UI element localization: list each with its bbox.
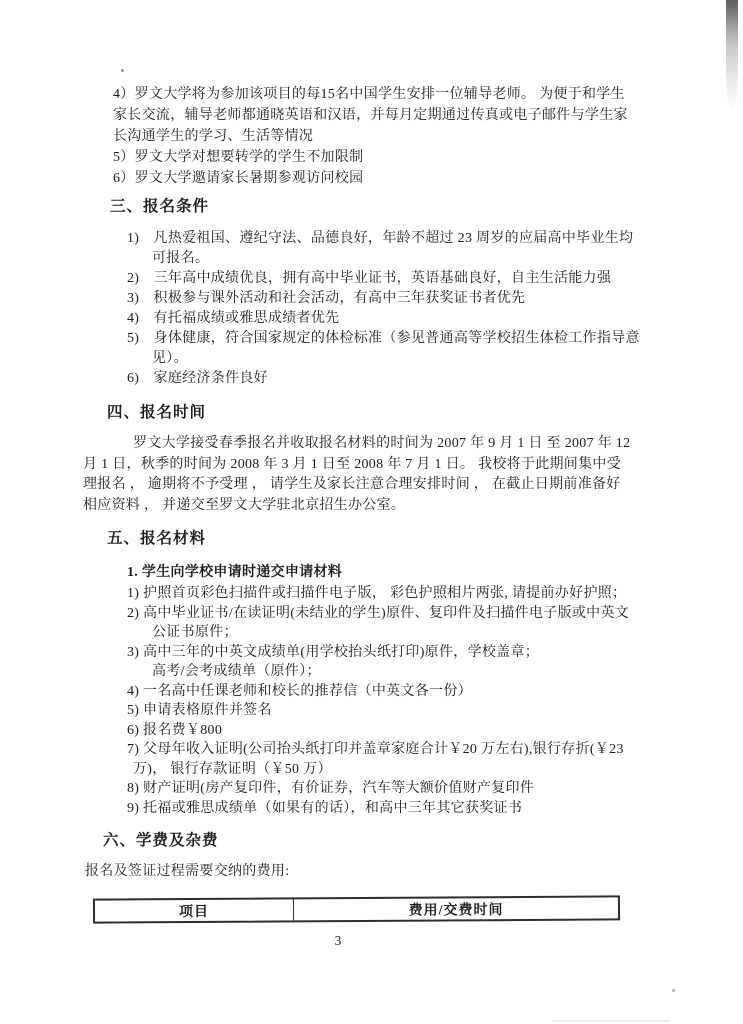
section-title-time: 四、报名时间 bbox=[107, 404, 207, 421]
text-line: 理报名 ， 逾期将不予受理 ， 请学生及家长注意合理安排时间 ， 在截止日期前准备好 bbox=[83, 477, 621, 492]
list-item: 5) 申请表格原件并签名 bbox=[127, 703, 272, 718]
list-item-continuation: 高考/会考成绩单（原件）； bbox=[152, 664, 321, 679]
scan-corner-smudge bbox=[726, 0, 738, 112]
time-paragraph bbox=[83, 434, 630, 516]
text-line: 4）罗文大学将为参加该项目的每15名中国学生安排一位辅导老师。 为便于和学生 bbox=[113, 87, 625, 102]
fees-table bbox=[93, 895, 620, 923]
list-item: 5) 身体健康，符合国家规定的体检标准（参见普通高等学校招生体检工作指导意 bbox=[127, 331, 640, 346]
list-item: 4) 一名高中任课老师和校长的推荐信（中英文各一份） bbox=[127, 683, 472, 699]
text-line: 罗文大学接受春季报名并收取报名材料的时间为 2007 年 9 月 1 日 至 2007 年 12 bbox=[133, 436, 631, 451]
text-line: 长沟通学生的学习、生活等情况 bbox=[113, 129, 314, 144]
list-item: 6) 家庭经济条件良好 bbox=[127, 371, 268, 386]
section-title-fees: 六、学费及杂费 bbox=[103, 832, 219, 849]
list-item-continuation: 万)， 银行存款证明（￥50 万） bbox=[133, 761, 332, 777]
list-item: 2) 高中毕业证书/在读证明(未结业的学生)原件、复印件及扫描件电子版或中英文 bbox=[127, 605, 630, 621]
scan-speck bbox=[672, 989, 675, 992]
list-item: 1) 护照首页彩色扫描件或扫描件电子版， 彩色护照相片两张, 请提前办好护照； bbox=[127, 586, 627, 601]
list-item-continuation: 公证书原件； bbox=[152, 625, 238, 640]
list-item-continuation: 见）。 bbox=[152, 351, 188, 366]
page-number: 3 bbox=[334, 933, 342, 948]
materials-list bbox=[127, 584, 629, 818]
requirements-list bbox=[127, 229, 640, 389]
fees-table-header-item: 项目 bbox=[95, 899, 294, 921]
section-title-requirements: 三、报名条件 bbox=[110, 198, 210, 215]
fees-table-header-cost: 费用/交费时间 bbox=[408, 902, 504, 919]
list-item: 7) 父母年收入证明(公司抬头纸打印并盖章家庭合计￥20 万左右),银行存折(￥23 bbox=[127, 742, 624, 757]
list-item: 8) 财产证明(房产复印件，有价证券，汽车等大额价值财产复印件 bbox=[127, 781, 535, 796]
list-item: 9) 托福或雅思成绩单（如果有的话），和高中三年其它获奖证书 bbox=[127, 800, 523, 816]
text-line: 6）罗文大学邀请家长暑期参观访问校园 bbox=[113, 171, 364, 186]
text-line: 月 1 日，秋季的时间为 2008 年 3 月 1 日至 2008 年 7 月 1 日。 我校将于此期间集中受 bbox=[83, 456, 621, 472]
list-item: 3) 高中三年的中英文成绩单(用学校抬头纸打印)原件，学校盖章； bbox=[127, 644, 540, 660]
intro-list bbox=[113, 84, 628, 189]
text-line: 家长交流，辅导老师都通晓英语和汉语，并每月定期通过传真或电子邮件与学生家 bbox=[113, 108, 628, 123]
list-item: 1) 凡热爱祖国、遵纪守法、品德良好，年龄不超过 23 周岁的应届高中毕业生均 bbox=[127, 231, 634, 246]
materials-subheading: 1. 学生向学校申请时递交申请材料 bbox=[127, 565, 343, 580]
list-item: 6) 报名费￥800 bbox=[127, 722, 223, 738]
scan-speck bbox=[121, 69, 124, 72]
list-item: 4) 有托福成绩或雅思成绩者优先 bbox=[127, 311, 340, 326]
list-item: 2) 三年高中成绩优良，拥有高中毕业证书，英语基础良好，自主生活能力强 bbox=[127, 271, 612, 286]
list-item: 3) 积极参与课外活动和社会活动，有高中三年获奖证书者优先 bbox=[127, 291, 526, 306]
section-title-materials: 五、报名材料 bbox=[107, 530, 207, 547]
list-item-continuation: 可报名。 bbox=[152, 251, 210, 266]
scan-smudge bbox=[552, 1020, 670, 1022]
fees-intro-line: 报名及签证过程需要交纳的费用: bbox=[85, 864, 290, 879]
text-line: 相应资料 ， 并递交至罗文大学驻北京招生办公室。 bbox=[83, 497, 406, 513]
text-line: 5）罗文大学对想要转学的学生不加限制 bbox=[113, 150, 364, 165]
